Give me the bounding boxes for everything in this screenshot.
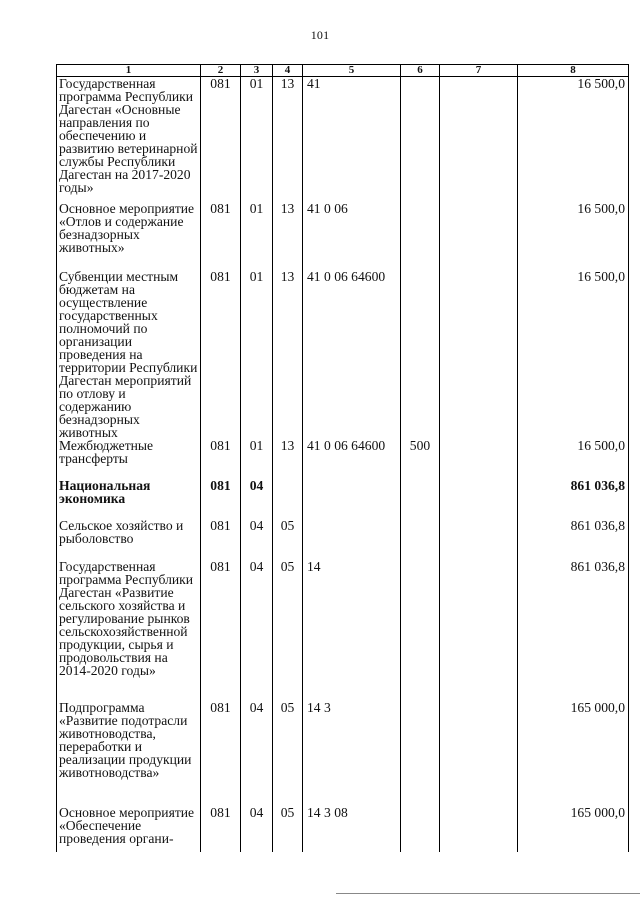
header-col-5: 5 bbox=[303, 65, 401, 77]
header-col-3: 3 bbox=[241, 65, 273, 77]
table-row bbox=[57, 439, 629, 479]
cell-col-7 bbox=[440, 560, 518, 701]
cell-amount: 165 000,0 bbox=[518, 701, 629, 806]
cell-section-code: 04 bbox=[241, 701, 273, 806]
cell-subsection-code: 05 bbox=[273, 560, 303, 701]
cell-section-code: 01 bbox=[241, 439, 273, 479]
cell-subsection-code bbox=[273, 479, 303, 519]
table-row bbox=[57, 270, 629, 439]
cell-expense-type bbox=[401, 270, 440, 439]
table-row bbox=[57, 519, 629, 560]
cell-target-article: 14 bbox=[303, 560, 401, 701]
row-name: Сельское хозяйство и рыболовство bbox=[57, 519, 201, 560]
table-row bbox=[57, 806, 629, 852]
cell-expense-type bbox=[401, 701, 440, 806]
cell-expense-type bbox=[401, 560, 440, 701]
row-name: Субвенции местным бюджетам на осуществление государственных полномочий по организации проведения на территории Республики Дагестан мероприятий по отлову и содержанию безнадзорных животных bbox=[57, 270, 201, 439]
page-number: 101 bbox=[310, 28, 330, 42]
header-col-6: 6 bbox=[401, 65, 440, 77]
cell-expense-type bbox=[401, 806, 440, 852]
cell-department-code: 081 bbox=[201, 479, 241, 519]
cell-subsection-code: 05 bbox=[273, 519, 303, 560]
cell-target-article: 41 0 06 64600 bbox=[303, 270, 401, 439]
cell-target-article: 41 0 06 64600 bbox=[303, 439, 401, 479]
cell-col-7 bbox=[440, 270, 518, 439]
cell-amount: 16 500,0 bbox=[518, 439, 629, 479]
cell-department-code: 081 bbox=[201, 701, 241, 806]
budget-table-container bbox=[56, 64, 628, 852]
header-col-8: 8 bbox=[518, 65, 629, 77]
header-row bbox=[57, 65, 629, 77]
budget-table bbox=[56, 64, 629, 852]
table-row bbox=[57, 202, 629, 270]
cell-section-code: 04 bbox=[241, 806, 273, 852]
cell-col-7 bbox=[440, 701, 518, 806]
cell-subsection-code: 13 bbox=[273, 439, 303, 479]
cell-expense-type bbox=[401, 519, 440, 560]
table-row bbox=[57, 77, 629, 202]
cell-amount: 861 036,8 bbox=[518, 479, 629, 519]
cell-subsection-code: 13 bbox=[273, 270, 303, 439]
table-row bbox=[57, 701, 629, 806]
cell-col-7 bbox=[440, 202, 518, 270]
scan-edge-line bbox=[336, 893, 640, 894]
cell-col-7 bbox=[440, 439, 518, 479]
cell-subsection-code: 05 bbox=[273, 701, 303, 806]
cell-col-7 bbox=[440, 479, 518, 519]
table-row bbox=[57, 479, 629, 519]
cell-section-code: 04 bbox=[241, 479, 273, 519]
header-col-7: 7 bbox=[440, 65, 518, 77]
cell-section-code: 04 bbox=[241, 519, 273, 560]
cell-section-code: 01 bbox=[241, 270, 273, 439]
row-name: Подпрограмма «Развитие подотрасли животноводства, переработки и реализации продукции животноводства» bbox=[57, 701, 201, 806]
row-name: Межбюджетные трансферты bbox=[57, 439, 201, 479]
cell-expense-type bbox=[401, 479, 440, 519]
cell-amount: 16 500,0 bbox=[518, 202, 629, 270]
row-name: Государственная программа Республики Дагестан «Развитие сельского хозяйства и регулирование рынков сельскохозяйственной продукции, сырья и продовольствия на 2014-2020 годы» bbox=[57, 560, 201, 701]
cell-amount: 165 000,0 bbox=[518, 806, 629, 852]
cell-department-code: 081 bbox=[201, 439, 241, 479]
cell-expense-type: 500 bbox=[401, 439, 440, 479]
cell-subsection-code: 05 bbox=[273, 806, 303, 852]
cell-col-7 bbox=[440, 806, 518, 852]
header-col-2: 2 bbox=[201, 65, 241, 77]
cell-department-code: 081 bbox=[201, 202, 241, 270]
row-name: Государственная программа Республики Дагестан «Основные направления по обеспечению и развитию ветеринарной службы Республики Дагестан на 2017-2020 годы» bbox=[57, 77, 201, 202]
cell-section-code: 01 bbox=[241, 77, 273, 202]
cell-target-article: 41 bbox=[303, 77, 401, 202]
row-name: Основное мероприятие «Обеспечение проведения органи- bbox=[57, 806, 201, 852]
cell-target-article bbox=[303, 479, 401, 519]
cell-department-code: 081 bbox=[201, 77, 241, 202]
cell-col-7 bbox=[440, 77, 518, 202]
cell-amount: 861 036,8 bbox=[518, 519, 629, 560]
cell-target-article: 41 0 06 bbox=[303, 202, 401, 270]
header-col-1: 1 bbox=[57, 65, 201, 77]
cell-col-7 bbox=[440, 519, 518, 560]
cell-department-code: 081 bbox=[201, 519, 241, 560]
cell-amount: 16 500,0 bbox=[518, 270, 629, 439]
cell-target-article: 14 3 bbox=[303, 701, 401, 806]
cell-subsection-code: 13 bbox=[273, 202, 303, 270]
cell-department-code: 081 bbox=[201, 270, 241, 439]
row-name: Основное мероприятие «Отлов и содержание безнадзорных животных» bbox=[57, 202, 201, 270]
cell-amount: 16 500,0 bbox=[518, 77, 629, 202]
cell-expense-type bbox=[401, 77, 440, 202]
row-name: Национальная экономика bbox=[57, 479, 201, 519]
cell-department-code: 081 bbox=[201, 806, 241, 852]
header-col-4: 4 bbox=[273, 65, 303, 77]
cell-subsection-code: 13 bbox=[273, 77, 303, 202]
table-row bbox=[57, 560, 629, 701]
cell-amount: 861 036,8 bbox=[518, 560, 629, 701]
cell-section-code: 01 bbox=[241, 202, 273, 270]
cell-department-code: 081 bbox=[201, 560, 241, 701]
cell-section-code: 04 bbox=[241, 560, 273, 701]
cell-target-article bbox=[303, 519, 401, 560]
cell-target-article: 14 3 08 bbox=[303, 806, 401, 852]
cell-expense-type bbox=[401, 202, 440, 270]
